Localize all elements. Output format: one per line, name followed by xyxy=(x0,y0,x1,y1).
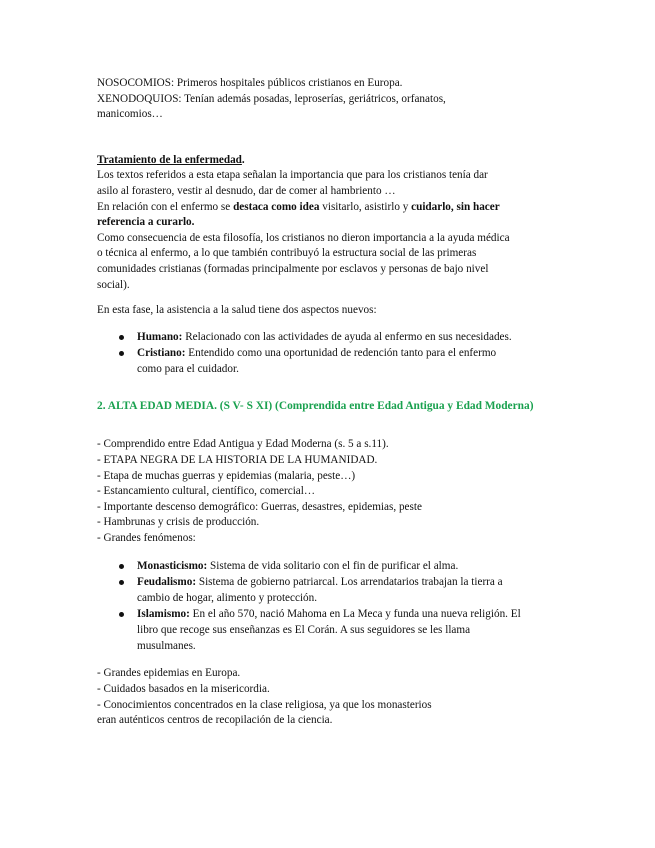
list-item: - Comprendido entre Edad Antigua y Edad Moderna (s. 5 a s.11). xyxy=(97,438,389,451)
bullet-icon xyxy=(119,564,124,569)
bullet-icon xyxy=(119,335,124,340)
paragraph-line xyxy=(97,200,567,216)
intro-block xyxy=(97,76,567,123)
phenomenon-text: En el año 570, nació Mahoma en La Meca y funda una nueva religión. El xyxy=(189,608,521,621)
p2-text-c: visitarlo, asistirlo y xyxy=(319,200,412,213)
list-item: - Grandes fenómenos: xyxy=(97,531,196,544)
list-item: - Estancamiento cultural, científico, comercial… xyxy=(97,485,316,498)
phenomenon-label: Feudalismo: xyxy=(137,576,197,589)
nosocomios-line xyxy=(97,76,567,92)
bullet-icon xyxy=(119,351,124,356)
xenodoquios-label: XENODOQUIOS: xyxy=(97,92,182,105)
list-item: - Importante descenso demográfico: Guerras, desastres, epidemias, peste xyxy=(97,500,422,513)
xenodoquios-text: Tenían además posadas, leproserías, geriátricos, orfanatos, xyxy=(181,92,446,105)
treatment-heading-dot: . xyxy=(241,153,245,166)
nosocomios-text: Primeros hospitales públicos cristianos en Europa. xyxy=(174,77,403,89)
document-page xyxy=(97,76,567,729)
section-2-items xyxy=(97,437,567,546)
aspects-list xyxy=(97,329,567,377)
list-item xyxy=(97,606,567,654)
phenomenon-label: Islamismo: xyxy=(137,608,190,621)
section-2-title: 2. ALTA EDAD MEDIA. (S V- S XI) (Comprendida entre Edad Antigua y Edad Moderna) xyxy=(97,399,534,412)
paragraph-line: referencia a curarlo. xyxy=(97,216,195,229)
phenomenon-text-2: libro que recoge sus enseñanzas es El Corán. A sus seguidores se les llama xyxy=(137,624,471,637)
aspect-text: Relacionado con las actividades de ayuda al enfermo en sus necesidades. xyxy=(182,330,512,343)
list-item: - Grandes epidemias en Europa. xyxy=(97,667,241,680)
p2-bold-care: cuidarlo, sin hacer xyxy=(411,200,500,213)
list-item xyxy=(97,329,567,345)
aspects-intro: En esta fase, la asistencia a la salud tiene dos aspectos nuevos: xyxy=(97,304,377,317)
phenomenon-text: Sistema de vida solitario con el fin de purificar el alma. xyxy=(207,560,459,573)
section-2-closing xyxy=(97,666,567,728)
aspect-label: Humano: xyxy=(137,330,183,343)
list-item xyxy=(97,574,567,606)
paragraph-line: asilo al forastero, vestir al desnudo, dar de comer al hambriento … xyxy=(97,184,396,197)
list-item: - Hambrunas y crisis de producción. xyxy=(97,516,260,529)
treatment-paragraph-1 xyxy=(97,168,567,199)
phenomenon-text-2: cambio de hogar, alimento y protección. xyxy=(137,592,318,605)
phenomenon-label: Monasticismo: xyxy=(137,560,208,573)
treatment-heading: Tratamiento de la enfermedad xyxy=(97,153,242,166)
phenomenon-text-3: musulmanes. xyxy=(137,640,196,653)
list-item xyxy=(97,345,567,377)
treatment-heading-line xyxy=(97,153,567,169)
paragraph-line: social). xyxy=(97,278,130,291)
list-item: - Etapa de muchas guerras y epidemias (malaria, peste…) xyxy=(97,469,356,482)
p2-bold-idea: destaca como idea xyxy=(233,200,320,213)
list-item xyxy=(97,558,567,574)
nosocomios-label: NOSOCOMIOS: xyxy=(97,77,175,89)
list-item: - Cuidados basados en la misericordia. xyxy=(97,683,270,696)
aspect-text-2: como para el cuidador. xyxy=(137,362,239,375)
bullet-icon xyxy=(119,580,124,585)
list-item: - Conocimientos concentrados en la clase religiosa, ya que los monasterios xyxy=(97,698,432,711)
paragraph-line: Los textos referidos a esta etapa señalan la importancia que para los cristianos tenía dar xyxy=(97,169,488,182)
aspect-text: Entendido como una oportunidad de redención tanto para el enfermo xyxy=(185,346,497,359)
phenomenon-text: Sistema de gobierno patriarcal. Los arrendatarios trabajan la tierra a xyxy=(196,576,503,589)
xenodoquios-line xyxy=(97,92,567,108)
paragraph-line: o técnica al enfermo, a lo que también contribuyó la estructura social de las primeras xyxy=(97,247,477,260)
list-item: eran auténticos centros de recopilación de la ciencia. xyxy=(97,714,333,727)
treatment-paragraph-2 xyxy=(97,200,567,231)
treatment-paragraph-3 xyxy=(97,231,567,293)
xenodoquios-line-2: manicomios… xyxy=(97,108,163,121)
phenomena-list xyxy=(97,558,567,654)
p2-text-a: En relación con el enfermo se xyxy=(97,200,234,213)
bullet-icon xyxy=(119,612,124,617)
list-item: - ETAPA NEGRA DE LA HISTORIA DE LA HUMANIDAD. xyxy=(97,453,378,466)
paragraph-line: Como consecuencia de esta filosofía, los cristianos no dieron importancia a la ayuda médica xyxy=(97,231,510,244)
paragraph-line: comunidades cristianas (formadas principalmente por esclavos y personas de bajo nivel xyxy=(97,262,489,275)
aspect-label: Cristiano: xyxy=(137,346,186,359)
